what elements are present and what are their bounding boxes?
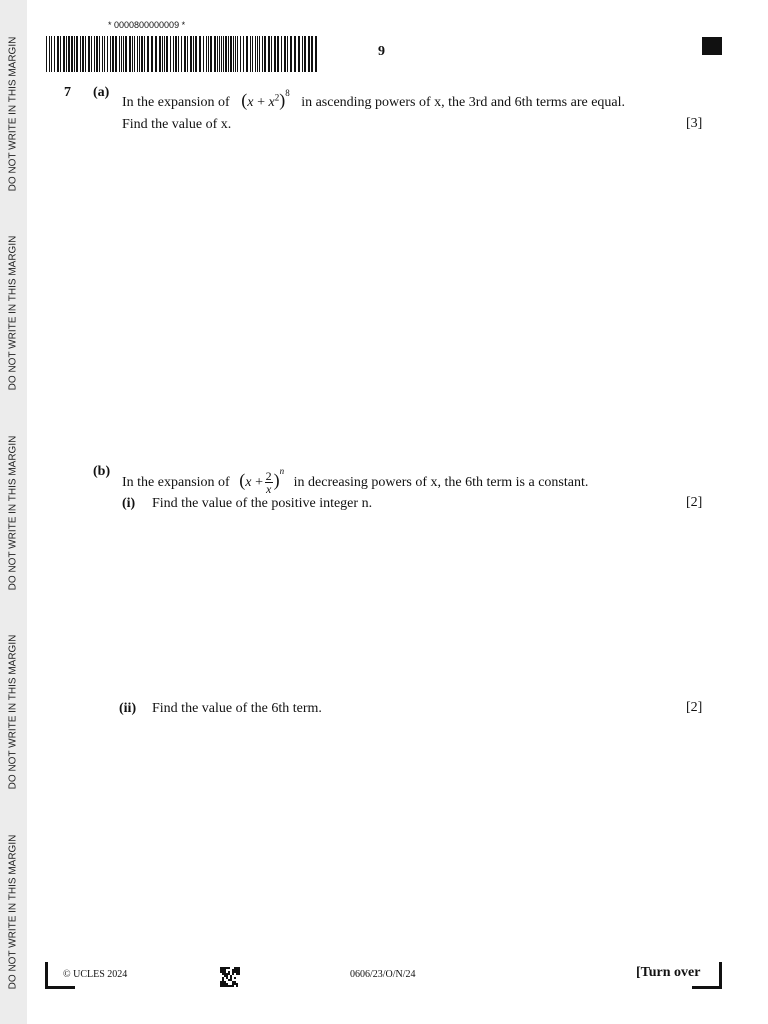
part-a-question — [122, 84, 625, 112]
part-b-i-marks: [2] — [686, 495, 703, 510]
expression-b: (x + $\frac{2}{x}$ )$^n$ — [239, 466, 285, 497]
barcode-text: * 0000800000009 * — [108, 20, 186, 30]
expression-a: $(x + x^2)^8$ — [241, 88, 290, 110]
footer-corner-right — [692, 986, 722, 989]
part-a-text-after: in ascending powers of x, the 3rd and 6th terms are equal. — [301, 95, 626, 110]
paper-code: 0606/23/O/N/24 — [350, 969, 416, 980]
part-b-ii-label: (ii) — [119, 701, 137, 716]
part-b-text-before: In the expansion of — [122, 475, 230, 490]
question-number: 7 — [64, 85, 71, 100]
part-b-ii-text: Find the value of the 6th term. — [152, 701, 322, 716]
part-b-i-text: Find the value of the positive integer n. — [152, 496, 373, 511]
part-b-question — [122, 456, 588, 498]
part-b-label: (b) — [93, 464, 111, 479]
part-a-text-before: In the expansion of — [122, 95, 230, 110]
part-a-instruction: Find the value of x. — [122, 117, 232, 132]
part-b-i-label: (i) — [122, 496, 136, 511]
part-a-marks: [3] — [686, 116, 703, 131]
footer-corner-left — [45, 986, 75, 989]
part-b-text-after: in decreasing powers of x, the 6th term is a constant. — [293, 475, 589, 490]
barcode-image — [46, 36, 320, 72]
part-b-ii-marks: [2] — [686, 700, 703, 715]
copyright: © UCLES 2024 — [63, 969, 128, 980]
corner-marker — [702, 37, 722, 55]
footer-corner-left — [45, 962, 48, 989]
footer-corner-right — [719, 962, 722, 989]
page-number: 9 — [378, 44, 385, 59]
part-a-label: (a) — [93, 85, 110, 100]
turn-over: [Turn over — [636, 965, 701, 980]
qr-code-image — [220, 967, 240, 987]
